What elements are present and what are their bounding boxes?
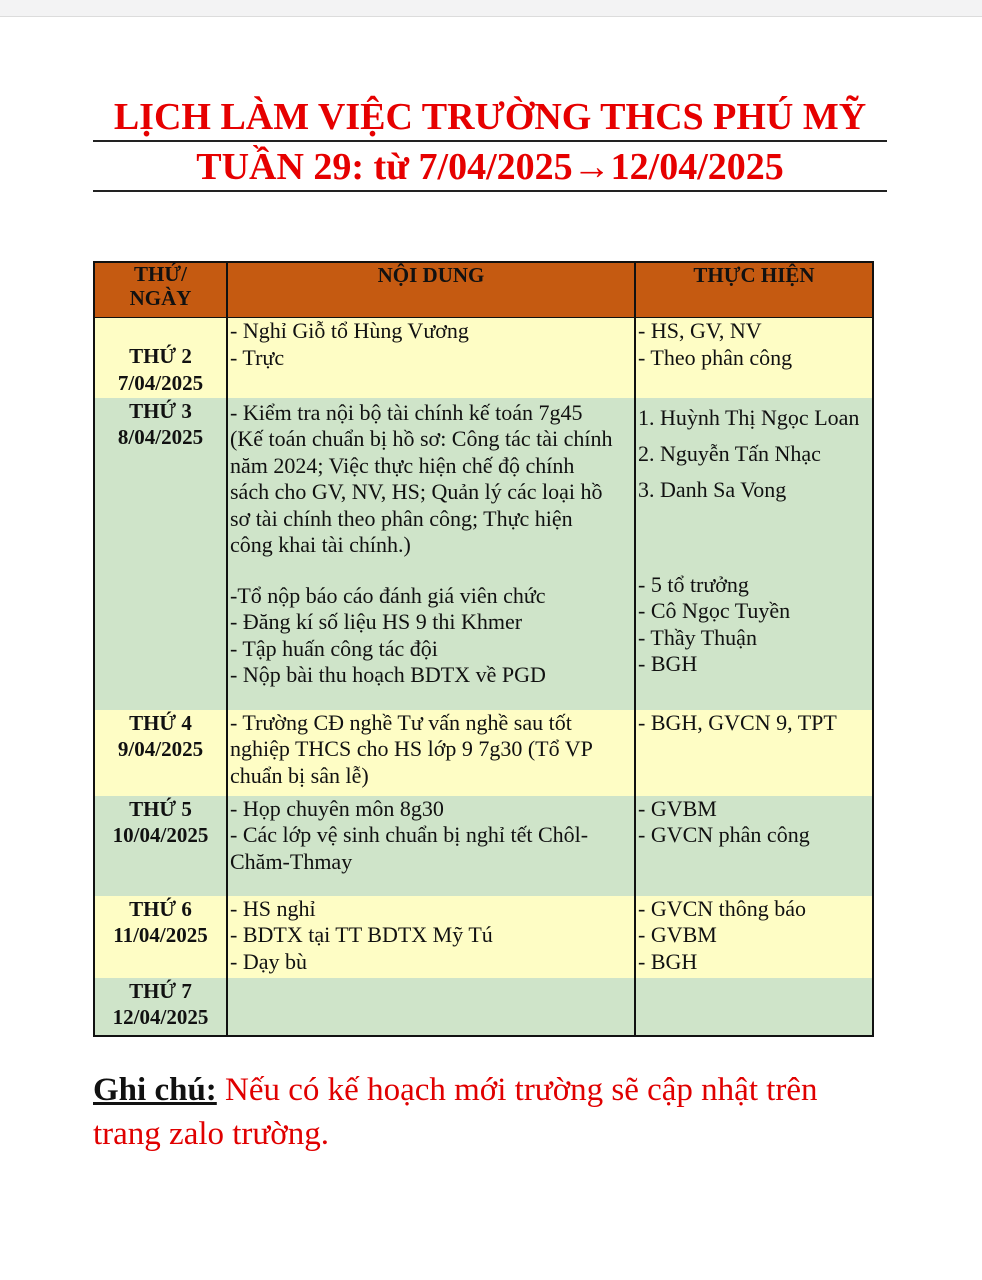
who-line: - HS, GV, NV bbox=[638, 318, 762, 343]
who-line: - 5 tổ trưởng bbox=[638, 571, 749, 597]
day-cell bbox=[94, 318, 227, 398]
who-line: - GVCN thông báo bbox=[638, 895, 807, 921]
content-line: - BDTX tại TT BDTX Mỹ Tú bbox=[230, 922, 493, 947]
page-subtitle: TUẦN 29: từ 7/04/2025→12/04/2025 bbox=[196, 146, 784, 188]
who-line: 2. Nguyễn Tấn Nhạc bbox=[638, 440, 821, 466]
who-line: - Cô Ngọc Tuyền bbox=[638, 598, 791, 623]
date-label: 11/04/2025 bbox=[113, 923, 208, 947]
content-line: - Dạy bù bbox=[230, 948, 307, 974]
date-label: 7/04/2025 bbox=[117, 370, 204, 395]
day-label: THỨ 5 bbox=[129, 796, 192, 821]
note-text: Nếu có kế hoạch mới trường sẽ cập nhật trên trang zalo trường. bbox=[93, 1072, 818, 1152]
schedule-table bbox=[93, 261, 874, 1037]
table-row bbox=[94, 896, 873, 978]
day-label: THỨ 4 bbox=[129, 710, 192, 735]
header-day-line2: NGÀY bbox=[129, 286, 192, 310]
who-cell bbox=[635, 710, 873, 796]
date-label: 10/04/2025 bbox=[112, 823, 209, 847]
title-block bbox=[93, 94, 887, 192]
note bbox=[93, 1068, 893, 1156]
content-line: sách cho GV, NV, HS; Quản lý các loại hồ bbox=[230, 479, 603, 504]
top-bar bbox=[0, 0, 982, 17]
table-row bbox=[94, 978, 873, 1036]
day-label: THỨ 3 bbox=[129, 398, 192, 423]
header-content: NỘI DUNG bbox=[227, 262, 635, 318]
day-label: THỨ 7 bbox=[129, 978, 192, 1003]
table-row bbox=[94, 796, 873, 896]
who-line: - Theo phân công bbox=[638, 344, 793, 370]
content-line: Chăm-Thmay bbox=[230, 848, 353, 874]
content-line: - Nghỉ Giỗ tổ Hùng Vương bbox=[230, 318, 469, 343]
content-cell bbox=[227, 896, 635, 978]
content-cell bbox=[227, 978, 635, 1036]
content-line: - Đăng kí số liệu HS 9 thi Khmer bbox=[230, 609, 523, 634]
content-line: nghiệp THCS cho HS lớp 9 7g30 (Tổ VP bbox=[230, 736, 593, 761]
who-line: - BGH, GVCN 9, TPT bbox=[638, 709, 837, 735]
content-cell bbox=[227, 398, 635, 710]
note-label: Ghi chú: bbox=[93, 1072, 217, 1108]
date-label: 9/04/2025 bbox=[117, 737, 204, 761]
table-row bbox=[94, 318, 873, 398]
content-cell bbox=[227, 710, 635, 796]
who-cell bbox=[635, 896, 873, 978]
content-line: - Trường CĐ nghề Tư vấn nghề sau tốt bbox=[230, 709, 572, 735]
content-line: năm 2024; Việc thực hiện chế độ chính bbox=[230, 452, 575, 478]
who-line: - GVBM bbox=[638, 795, 717, 821]
content-line: - Nộp bài thu hoạch BDTX về PGD bbox=[230, 662, 546, 687]
date-label: 8/04/2025 bbox=[117, 425, 204, 449]
day-label: THỨ 2 bbox=[129, 344, 192, 368]
content-line: -Tổ nộp báo cáo đánh giá viên chức bbox=[230, 582, 546, 608]
who-line: - Thầy Thuận bbox=[638, 624, 757, 650]
who-line: 1. Huỳnh Thị Ngọc Loan bbox=[638, 404, 860, 430]
content-cell bbox=[227, 796, 635, 896]
header-day-line1: THỨ/ bbox=[134, 262, 187, 286]
who-line: - GVCN phân công bbox=[638, 822, 810, 847]
page-title: LỊCH LÀM VIỆC TRƯỜNG THCS PHÚ MỸ bbox=[113, 96, 867, 138]
day-cell bbox=[94, 710, 227, 796]
day-cell bbox=[94, 978, 227, 1036]
spacer bbox=[638, 508, 870, 572]
content-line: - Họp chuyên môn 8g30 bbox=[230, 795, 444, 821]
who-cell bbox=[635, 978, 873, 1036]
date-label: 12/04/2025 bbox=[112, 1005, 209, 1029]
who-line: - GVBM bbox=[638, 922, 717, 947]
day-cell bbox=[94, 896, 227, 978]
title-underline-1 bbox=[93, 140, 887, 142]
table-row bbox=[94, 710, 873, 796]
day-cell bbox=[94, 796, 227, 896]
content-line: - HS nghỉ bbox=[230, 895, 316, 921]
title-underline-2 bbox=[93, 190, 887, 192]
who-cell bbox=[635, 398, 873, 710]
who-cell bbox=[635, 318, 873, 398]
content-line: - Các lớp vệ sinh chuẩn bị nghỉ tết Chôl- bbox=[230, 822, 589, 847]
content-line: - Tập huấn công tác đội bbox=[230, 635, 438, 661]
content-line: công khai tài chính.) bbox=[230, 532, 411, 557]
spacer bbox=[230, 559, 632, 583]
who-line: - BGH bbox=[638, 948, 698, 974]
who-line: 3. Danh Sa Vong bbox=[638, 476, 787, 502]
table-row bbox=[94, 398, 873, 710]
header-who: THỰC HIỆN bbox=[635, 262, 873, 318]
content-cell bbox=[227, 318, 635, 398]
header-day bbox=[94, 262, 227, 318]
who-cell bbox=[635, 796, 873, 896]
who-line: - BGH bbox=[638, 651, 698, 676]
day-cell bbox=[94, 398, 227, 710]
day-label: THỨ 6 bbox=[129, 896, 192, 921]
content-line: - Kiểm tra nội bộ tài chính kế toán 7g45 bbox=[230, 399, 583, 425]
header-row bbox=[94, 262, 873, 318]
content-line: (Kế toán chuẩn bị hồ sơ: Công tác tài chính bbox=[230, 426, 613, 451]
content-line: - Trực bbox=[230, 344, 285, 370]
content-line: chuẩn bị sân lễ) bbox=[230, 762, 369, 788]
content-line: sơ tài chính theo phân công; Thực hiện bbox=[230, 505, 573, 531]
